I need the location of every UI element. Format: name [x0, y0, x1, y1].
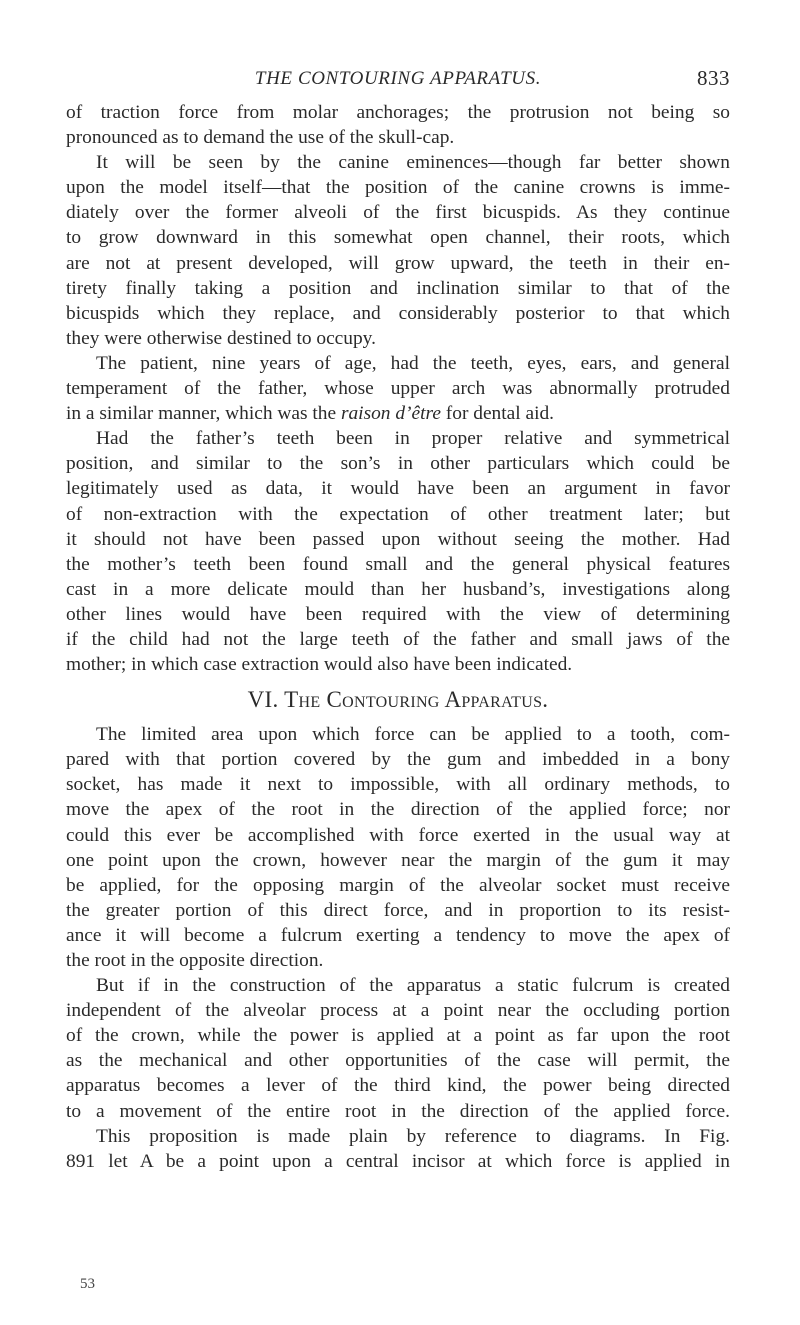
text-line: pronounced as to demand the use of the skull-cap.: [66, 127, 455, 149]
text-line: they were otherwise destined to occupy.: [66, 327, 376, 349]
text-line: diately over the former alveoli of the first bicuspids. As they continue: [66, 202, 730, 224]
text-line: legitimately used as data, it would have been an argument in favor: [66, 478, 730, 500]
body-text: [66, 100, 730, 1174]
text-line: other lines would have been required with the view of determining: [66, 603, 730, 625]
text-line: position, and similar to the son’s in other particulars which could be: [66, 453, 730, 475]
text-line: one point upon the crown, however near the margin of the gum it may: [66, 849, 730, 871]
text-line: apparatus becomes a lever of the third kind, the power being directed: [66, 1075, 730, 1097]
text-line: Had the father’s teeth been in proper relative and symmetrical: [96, 428, 730, 450]
italic-phrase: raison d’être: [340, 403, 441, 425]
text-line: 891 let A be a point upon a central incisor at which force is applied in: [66, 1150, 730, 1172]
text-line: pared with that portion covered by the gum and imbedded in a bony: [66, 749, 730, 771]
text-line: ance it will become a fulcrum exerting a tendency to move the apex of: [66, 924, 730, 946]
text-line: if the child had not the large teeth of the father and small jaws of the: [66, 628, 730, 650]
text-line: independent of the alveolar process at a point near the occluding portion: [66, 1000, 730, 1022]
text-line: could this ever be accomplished with force exerted in the usual way at: [66, 824, 730, 846]
text-line: The limited area upon which force can be applied to a tooth, com-: [96, 724, 730, 746]
text-line: it should not have been passed upon without seeing the mother. Had: [66, 528, 730, 550]
text-line: the root in the opposite direction.: [66, 950, 324, 971]
text-line: be applied, for the opposing margin of the alveolar socket must receive: [66, 874, 730, 896]
text-line: of non-extraction with the expectation of other treatment later; but: [66, 503, 730, 525]
text-line: the greater portion of this direct force, and in proportion to its resist-: [66, 899, 730, 921]
text-line: mother; in which case extraction would also have been indicated.: [66, 654, 573, 676]
text-line: upon the model itself—that the position of the canine crowns is imme-: [66, 177, 730, 199]
text-run: for dental aid.: [440, 403, 555, 425]
text-line: as the mechanical and other opportunities of the case will permit, the: [66, 1050, 730, 1072]
text-line: tirety finally taking a position and inclination similar to that of the: [66, 277, 730, 299]
text-line: of the crown, while the power is applied at a point as far upon the root: [66, 1025, 730, 1047]
text-line-raison: [66, 401, 730, 426]
text-line: move the apex of the root in the direction of the applied force; nor: [66, 799, 730, 821]
section-heading: VI. The Contouring Apparatus.: [247, 687, 549, 713]
text-line: are not at present developed, will grow upward, the teeth in their en-: [66, 252, 730, 274]
text-line: the mother’s teeth been found small and the general physical features: [66, 553, 730, 575]
text-line: to a movement of the entire root in the direction of the applied force.: [66, 1100, 730, 1122]
page-number: 833: [697, 66, 730, 90]
text-line: The patient, nine years of age, had the teeth, eyes, ears, and general: [96, 352, 730, 374]
text-line: It will be seen by the canine eminences—though far better shown: [96, 152, 730, 174]
text-line: This proposition is made plain by reference to diagrams. In Fig.: [96, 1125, 730, 1147]
text-line: to grow downward in this somewhat open channel, their roots, which: [66, 227, 730, 249]
running-head: [66, 64, 730, 94]
running-title: THE CONTOURING APPARATUS.: [254, 68, 542, 89]
text-run: in a similar manner, which was the: [66, 403, 341, 425]
text-line: socket, has made it next to impossible, with all ordinary methods, to: [66, 774, 730, 796]
text-line: of traction force from molar anchorages; the protrusion not being so: [66, 102, 730, 123]
text-line: But if in the construction of the apparatus a static fulcrum is created: [96, 975, 730, 997]
signature-mark: 53: [80, 1276, 95, 1292]
text-line: cast in a more delicate mould than her husband’s, investigations along: [66, 578, 730, 600]
text-line: temperament of the father, whose upper arch was abnormally protruded: [66, 378, 730, 400]
text-line: bicuspids which they replace, and considerably posterior to that which: [66, 302, 730, 324]
